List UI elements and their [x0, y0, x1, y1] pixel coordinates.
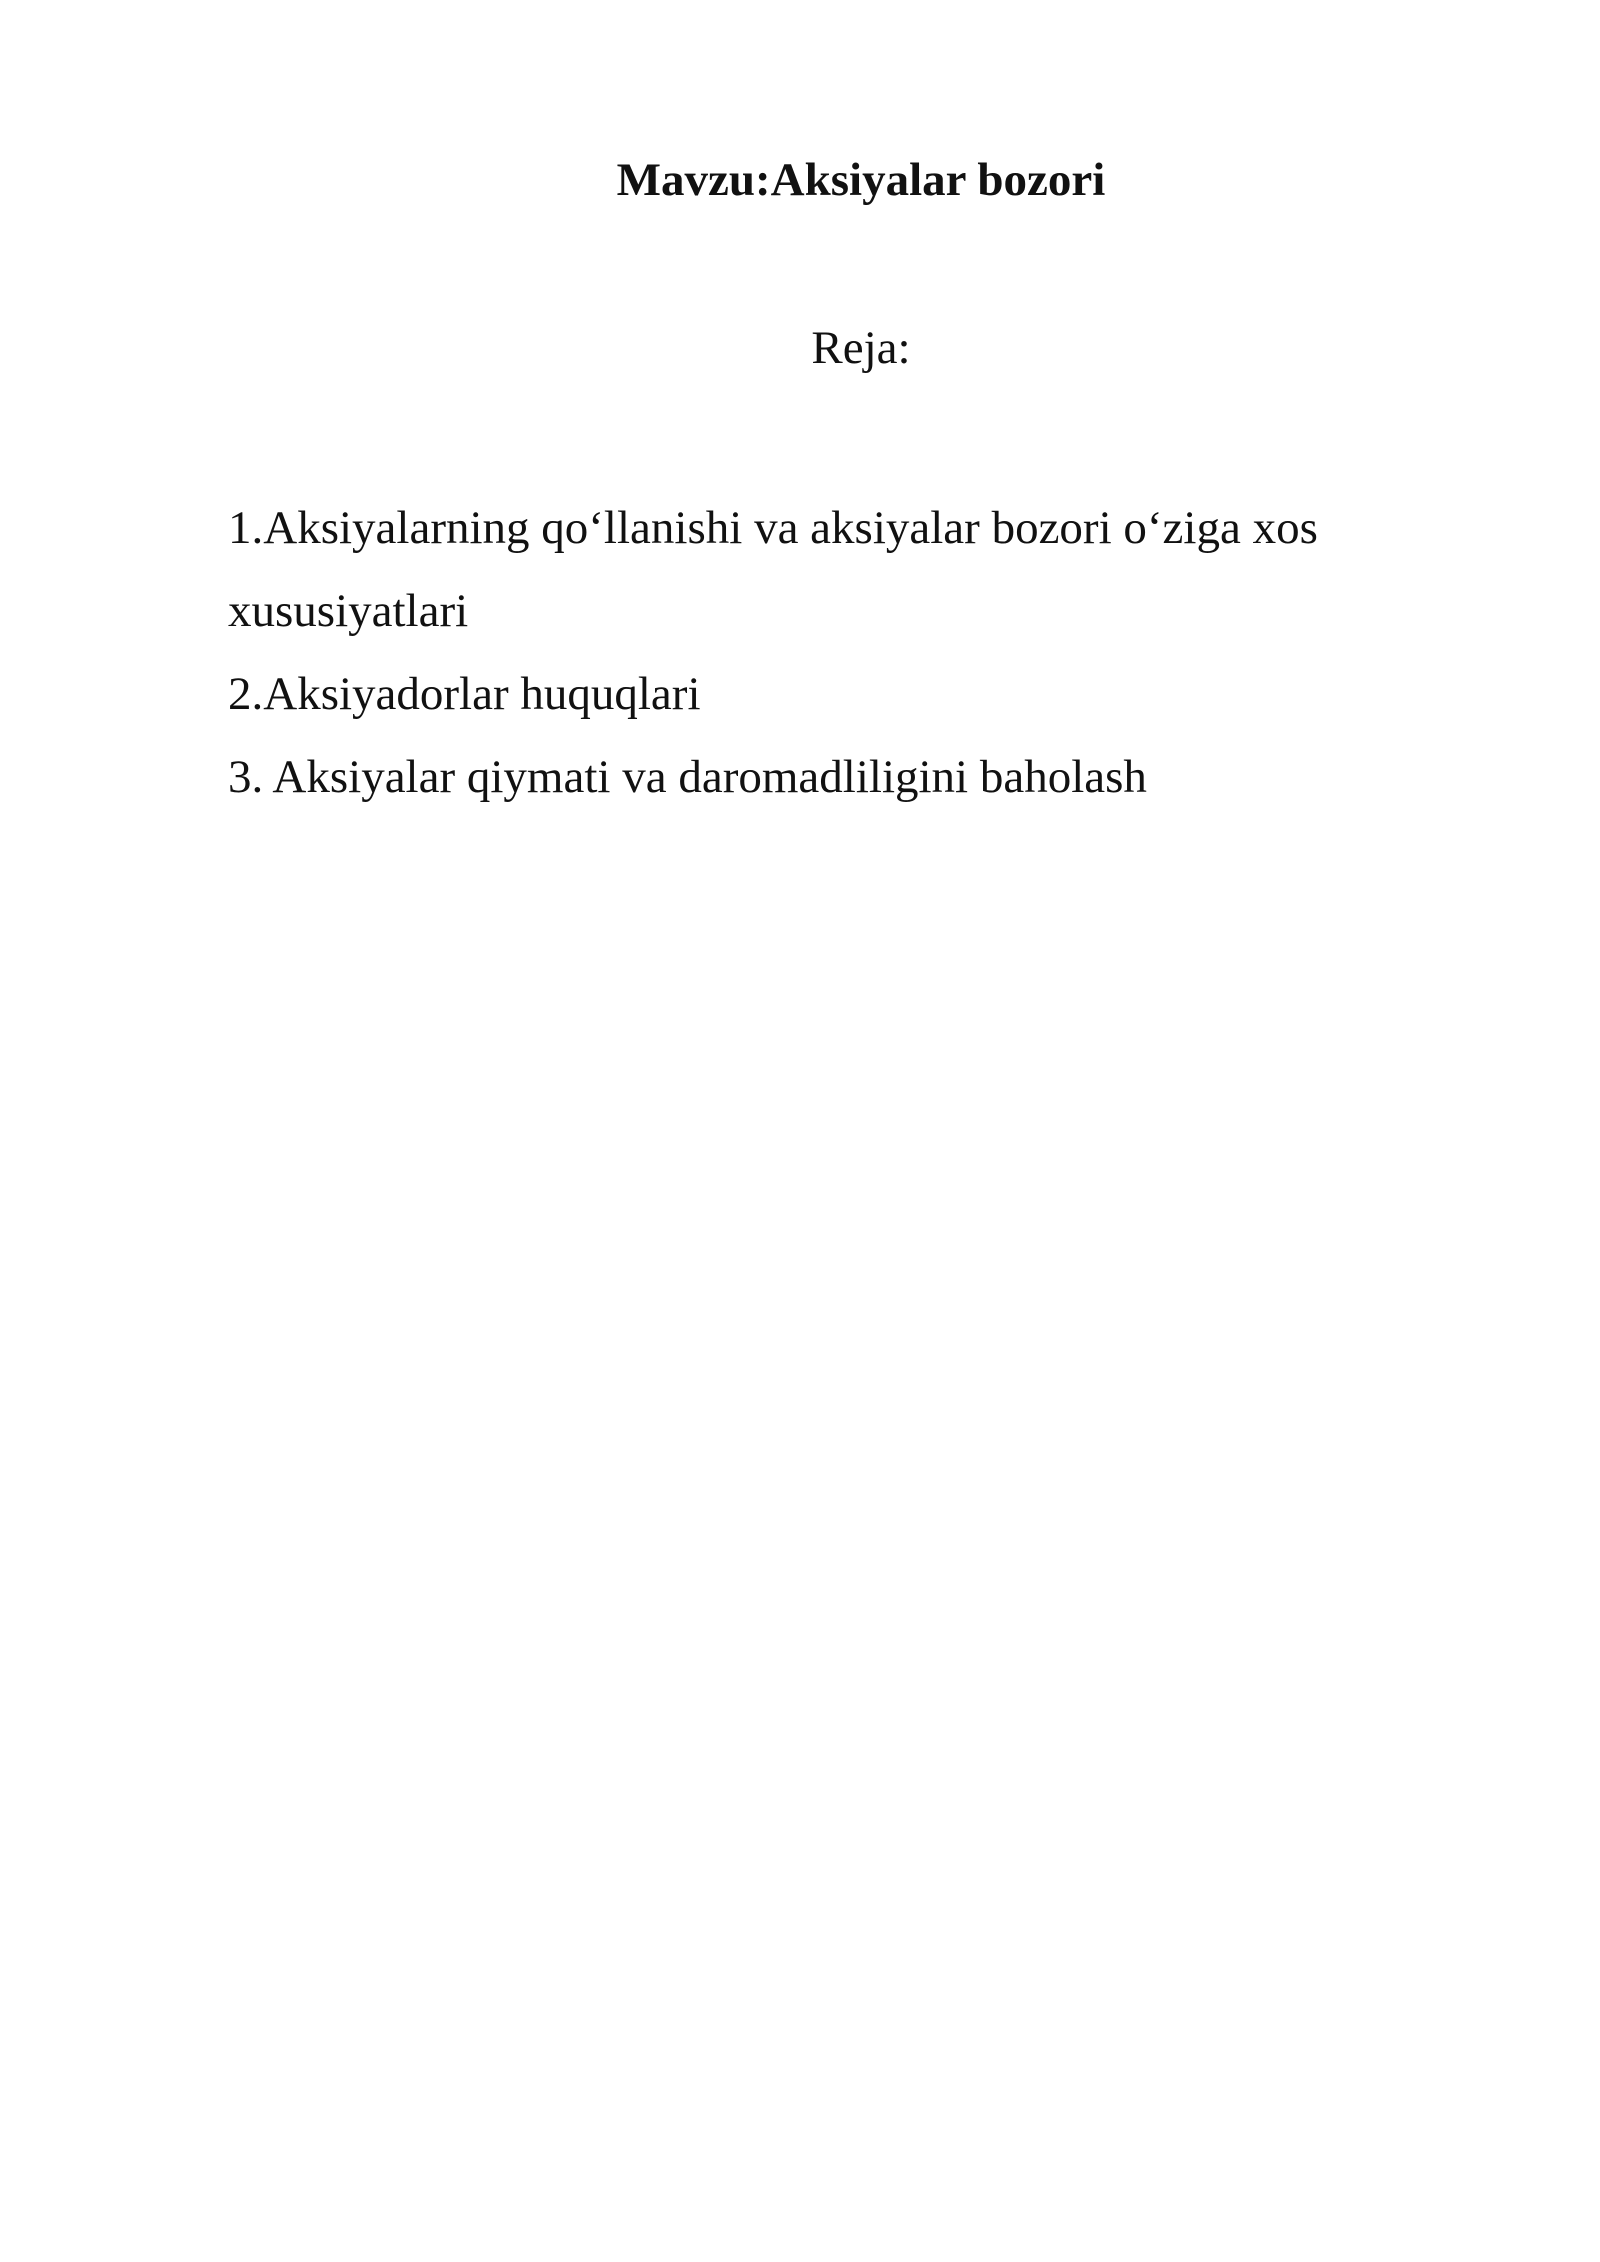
document-title: Mavzu:Aksiyalar bozori — [616, 154, 1106, 206]
plan-item-2: 2.Aksiyadorlar huquqlari — [228, 668, 701, 720]
plan-heading: Reja: — [811, 322, 911, 374]
plan-list — [228, 487, 1388, 819]
plan-item-3: 3. Aksiyalar qiymati va daromadliligini baholash — [228, 751, 1147, 803]
plan-item-1: 1.Aksiyalarning qo‘llanishi va aksiyalar bozori o‘ziga xos xususiyatlari — [228, 502, 1318, 637]
